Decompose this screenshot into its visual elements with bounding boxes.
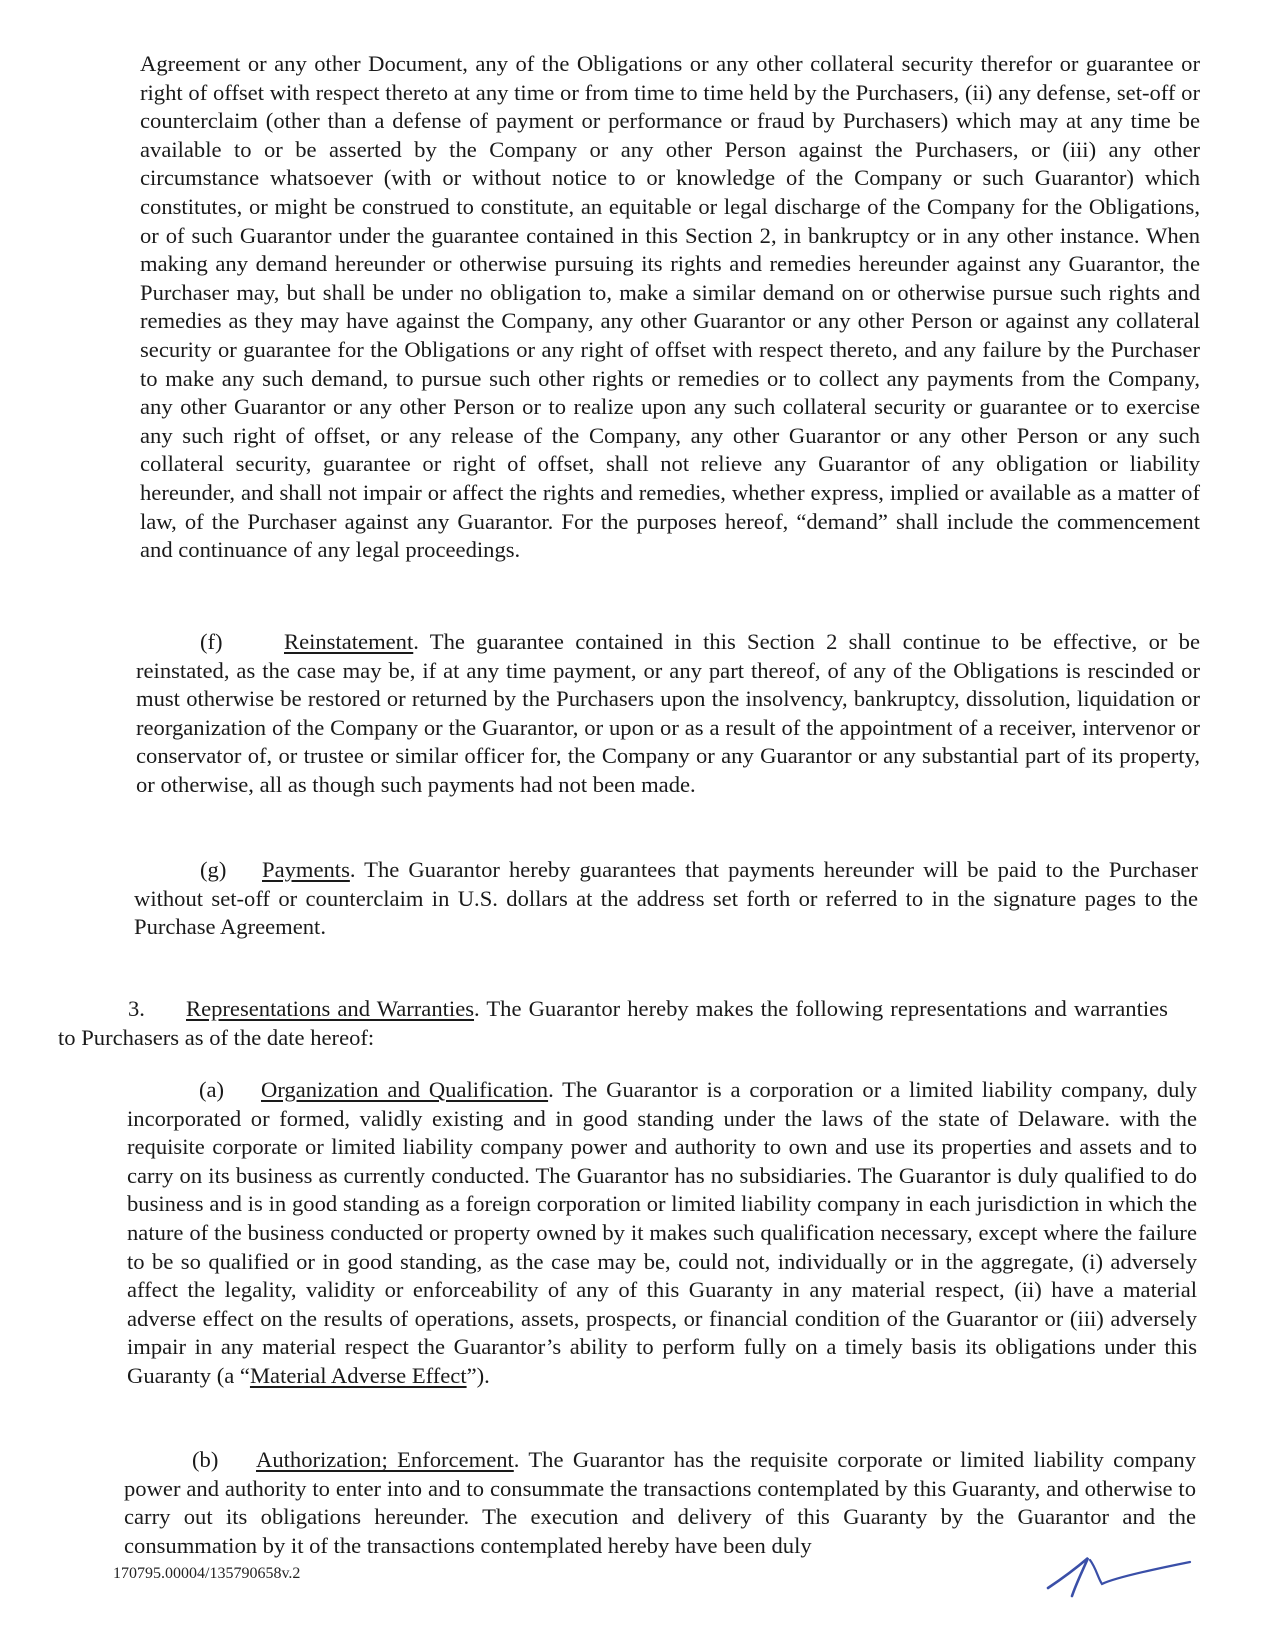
section-b-authorization xyxy=(124,1446,1196,1560)
section-a-body-1: . The Guarantor is a corporation or a limited liability company, duly incorporated or formed, validly existing and in good standing under the laws of the state of Delaware. with the requisite corporate or limited liability company power and authority to own and use its properties and assets and to carry on its business as currently conducted. The Guarantor has no subsidiaries. The Guarantor is duly qualified to do business and is in good standing as a foreign corporation or limited liability company in each jurisdiction in which the nature of the business conducted or property owned by it makes such qualification necessary, except where the failure to be so qualified or in good standing, as the case may be, could not, individually or in the aggregate, (i) adversely affect the legality, validity or enforceability of any of this Guaranty in any material respect, (ii) have a material adverse effect on the results of operations, assets, prospects, or financial condition of the Guarantor or (iii) adversely impair in any material respect the Guarantor’s ability to perform fully on a timely basis its obligations under this Guaranty (a “ xyxy=(127,1077,1197,1388)
section-3-representations xyxy=(58,995,1168,1052)
section-a-body-2: ”). xyxy=(466,1362,490,1388)
section-f-heading: Reinstatement xyxy=(284,629,414,654)
section-3-number: 3. xyxy=(128,996,145,1021)
section-f-reinstatement xyxy=(136,628,1200,800)
signature-stroke xyxy=(1090,1560,1190,1584)
section-a-heading: Organization and Qualification xyxy=(261,1077,549,1102)
continuation-text: Agreement or any other Document, any of the Obligations or any other collateral security therefor or guarantee or right of offset with respect thereto at any time or from time to time held by the Purchasers, (ii) any defense, set-off or counterclaim (other than a defense of payment or performance or fraud by Purchasers) which may at any time be available to or be asserted by the Company or any other Person against the Purchasers, or (iii) any other circumstance whatsoever (with or without notice to or knowledge of the Company or such Guarantor) which constitutes, or might be construed to constitute, an equitable or legal discharge of the Company for the Obligations, or of such Guarantor under the guarantee contained in this Section 2, in bankruptcy or in any other instance. When making any demand hereunder or otherwise pursuing its rights and remedies hereunder against any Guarantor, the Purchaser may, but shall be under no obligation to, make a similar demand on or otherwise pursue such rights and remedies as they may have against the Company, any other Guarantor or any other Person or against any collateral security or guarantee for the Obligations or any right of offset with respect thereto, and any failure by the Purchaser to make any such demand, to pursue such other rights or remedies or to collect any payments from the Company, any other Guarantor or any other Person or to realize upon any such collateral security or guarantee or to exercise any such right of offset, or any release of the Company, any other Guarantor or any other Person or any such collateral security, guarantee or right of offset, shall not relieve any Guarantor of any obligation or liability hereunder, and shall not impair or affect the rights and remedies, whether express, implied or available as a matter of law, of the Purchaser against any Guarantor. For the purposes hereof, “demand” shall include the commencement and continuance of any legal proceedings. xyxy=(140,51,1200,563)
section-b-heading: Authorization; Enforcement xyxy=(256,1447,514,1472)
signature-stroke xyxy=(1048,1558,1088,1596)
footer-document-id: 170795.00004/135790658v.2 xyxy=(113,1565,301,1582)
section-g-body: . The Guarantor hereby guarantees that payments hereunder will be paid to the Purchaser without set-off or counterclaim in U.S. dollars at the address set forth or referred to in the signature pages to the Purchase Agreement. xyxy=(134,857,1198,940)
section-a-organization xyxy=(127,1076,1197,1391)
section-a-defined-term: Material Adverse Effect xyxy=(249,1362,467,1388)
section-f-body: . The guarantee contained in this Section 2 shall continue to be effective, or be reinstated, as the case may be, if at any time payment, or any part thereof, of any of the Obligations is rescinded or must otherwise be restored or returned by the Purchasers upon the insolvency, bankruptcy, dissolution, liquidation or reorganization of the Company or the Guarantor, or upon or as a result of the appointment of a receiver, intervenor or conservator of, or trustee or similar officer for, the Company or any Guarantor or any substantial part of its property, or otherwise, all as though such payments had not been made. xyxy=(136,629,1200,797)
section-3-body: . The Guarantor hereby makes the following representations and warranties to Purchasers as of the date hereof: xyxy=(58,996,1168,1050)
section-b-body: . The Guarantor has the requisite corporate or limited liability company power and authority to enter into and to consummate the transactions contemplated by this Guaranty, and otherwise to carry out its obligations hereunder. The execution and delivery of this Guaranty by the Guarantor and the consummation by it of the transactions contemplated hereby have been duly xyxy=(124,1447,1196,1558)
section-a-number: (a) xyxy=(199,1077,225,1102)
paragraph-continuation xyxy=(140,50,1200,565)
section-b-number: (b) xyxy=(192,1447,219,1472)
section-3-heading: Representations and Warranties xyxy=(186,996,475,1021)
section-g-payments xyxy=(134,856,1198,942)
section-g-heading: Payments xyxy=(262,857,350,882)
section-g-number: (g) xyxy=(200,857,227,882)
signature-initials xyxy=(1040,1540,1200,1600)
section-f-number: (f) xyxy=(200,629,223,654)
